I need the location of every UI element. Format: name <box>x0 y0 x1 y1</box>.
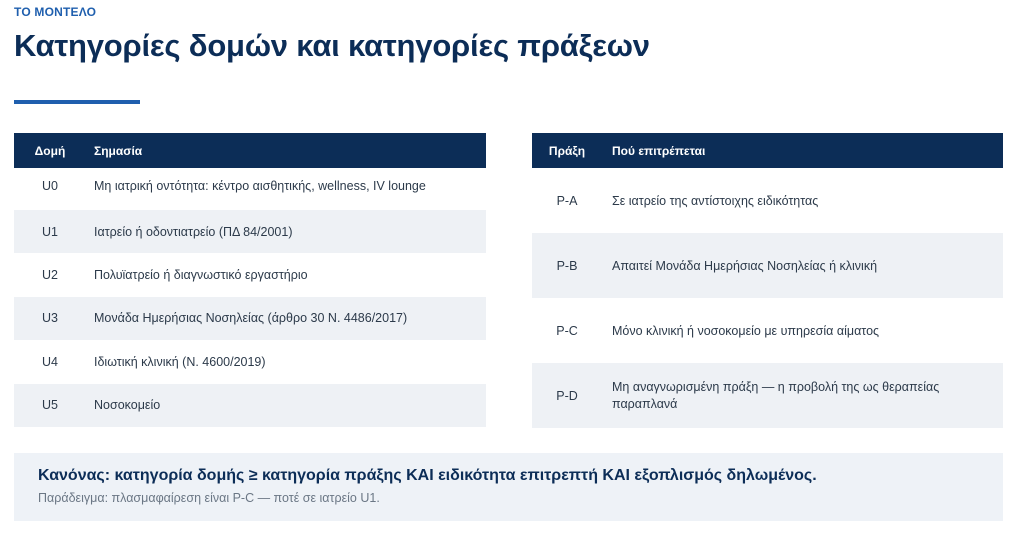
table-row <box>14 384 486 427</box>
table-row <box>14 340 486 383</box>
structure-code: U5 <box>14 384 86 427</box>
column-header-meaning: Σημασία <box>86 133 486 168</box>
column-header-action: Πράξη <box>532 133 602 168</box>
column-header-where-allowed: Πού επιτρέπεται <box>602 133 1003 168</box>
action-where: Σε ιατρείο της αντίστοιχης ειδικότητας <box>602 168 1003 233</box>
page-title: Κατηγορίες δομών και κατηγορίες πράξεων <box>14 28 650 63</box>
table-row <box>532 298 1003 363</box>
column-header-structure: Δομή <box>14 133 86 168</box>
structure-meaning: Μη ιατρική οντότητα: κέντρο αισθητικής, wellness, IV lounge <box>86 168 486 210</box>
structure-code: U4 <box>14 340 86 383</box>
action-code: P-D <box>532 363 602 428</box>
structure-meaning: Πολυϊατρείο ή διαγνωστικό εργαστήριο <box>86 253 486 296</box>
table-row <box>14 253 486 296</box>
structure-meaning: Ιδιωτική κλινική (Ν. 4600/2019) <box>86 340 486 383</box>
structure-code: U3 <box>14 297 86 340</box>
eyebrow-label: ΤΟ ΜΟΝΤΕΛΟ <box>14 5 97 19</box>
action-code: P-C <box>532 298 602 363</box>
rule-callout <box>14 453 1003 521</box>
title-accent-bar <box>14 100 140 104</box>
table-row <box>532 233 1003 298</box>
structure-code: U0 <box>14 168 86 210</box>
rule-statement: Κανόνας: κατηγορία δομής ≥ κατηγορία πράξης ΚΑΙ ειδικότητα επιτρεπτή ΚΑΙ εξοπλισμός δηλωμένος. <box>38 467 817 484</box>
actions-table <box>532 133 1003 428</box>
action-where: Απαιτεί Μονάδα Ημερήσιας Νοσηλείας ή κλινική <box>602 233 1003 298</box>
actions-header-row <box>532 133 1003 168</box>
table-row <box>532 168 1003 233</box>
action-code: P-B <box>532 233 602 298</box>
structure-meaning: Ιατρείο ή οδοντιατρείο (ΠΔ 84/2001) <box>86 210 486 253</box>
action-where: Μόνο κλινική ή νοσοκομείο με υπηρεσία αίματος <box>602 298 1003 363</box>
table-row <box>532 363 1003 428</box>
structures-table <box>14 133 486 427</box>
structures-header-row <box>14 133 486 168</box>
structure-code: U2 <box>14 253 86 296</box>
structure-code: U1 <box>14 210 86 253</box>
structure-meaning: Μονάδα Ημερήσιας Νοσηλείας (άρθρο 30 Ν. 4486/2017) <box>86 297 486 340</box>
action-where: Μη αναγνωρισμένη πράξη — η προβολή της ως θεραπείας παραπλανά <box>602 363 1003 428</box>
rule-example: Παράδειγμα: πλασμαφαίρεση είναι P-C — ποτέ σε ιατρείο U1. <box>38 491 380 505</box>
table-row <box>14 297 486 340</box>
table-row <box>14 210 486 253</box>
structure-meaning: Νοσοκομείο <box>86 384 486 427</box>
table-row <box>14 168 486 210</box>
action-code: P-A <box>532 168 602 233</box>
